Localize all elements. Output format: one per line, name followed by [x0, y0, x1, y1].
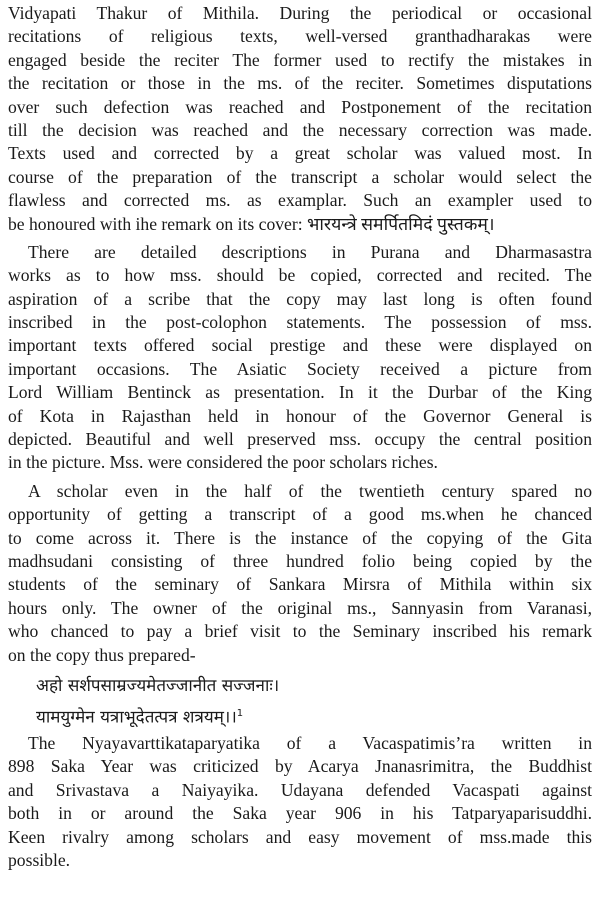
text-line: Vidyapati Thakur of Mithila. During the periodical or occasional [8, 3, 592, 23]
text-line: A scholar even in the half of the twentieth century spared no [28, 480, 592, 501]
text-line: who chanced to pay a brief visit to the Seminary inscribed his remark [8, 621, 592, 642]
text-line: possible. [8, 849, 71, 870]
text-line: recitations of religious texts, well-versed granthadharakas were [8, 26, 592, 47]
text-line: be honoured with ihe remark on its cover: भारयन्त्रे समर्पितमिदं पुस्तकम्। [8, 213, 495, 234]
footnote-reference: 1 [236, 707, 244, 719]
text-line: 898 Saka Year was criticized by Acarya Jnanasrimitra, the Buddhist [8, 756, 592, 777]
text-line: inscribed in the post-colophon statements. The possession of mss. [8, 312, 592, 333]
paragraph [8, 480, 592, 667]
text-line: students of the seminary of Sankara Mirsra of Mithila within six [8, 574, 592, 595]
text-line: madhsudani consisting of three hundred folio being copied by the [8, 550, 592, 571]
text-line: course of the preparation of the transcript a scholar would select the [8, 166, 592, 187]
text-line: aspiration of a scribe that the copy may last long is often found [8, 288, 592, 309]
paragraph [8, 732, 592, 872]
text-line: works as to how mss. should be copied, corrected and recited. The [8, 265, 592, 286]
text-line: The Nyayavarttikataparyatika of a Vacaspatimis’ra written in [28, 732, 592, 753]
document-page [8, 2, 592, 877]
text-line: flawless and corrected ms. as examplar. Such an exampler used to [8, 190, 592, 211]
text-line: over such defection was reached and Postponement of the recitation [8, 96, 592, 117]
text-line: Texts used and corrected by a great scholar was valued most. In [8, 143, 592, 164]
paragraph [8, 241, 592, 475]
verse-line-text: यामयुग्मेन यत्राभूदेतत्पत्र शत्रयम्।। [36, 707, 237, 728]
text-line: of Kota in Rajasthan held in honour of the Governor General is [8, 405, 592, 426]
text-line: There are detailed descriptions in Purana and Dharmasastra [28, 241, 592, 262]
text-line: Lord William Bentinck as presentation. In it the Durbar of the King [8, 382, 592, 403]
text-line: depicted. Beautiful and well preserved mss. occupy the central position [8, 429, 592, 450]
text-line: till the decision was reached and the necessary correction was made. [8, 119, 592, 140]
sanskrit-verse [8, 672, 592, 728]
text-line: and Srivastava a Naiyayika. Udayana defended Vacaspati against [8, 779, 592, 800]
paragraph [8, 2, 592, 236]
text-line: on the copy thus prepared- [8, 644, 196, 665]
text-line: important occasions. The Asiatic Society received a picture from [8, 358, 592, 379]
text-line: both in or around the Saka year 906 in his Tatparyaparisuddhi. [8, 803, 592, 824]
text-line: in the picture. Mss. were considered the poor scholars riches. [8, 452, 438, 473]
verse-line [8, 700, 592, 728]
text-line: Keen rivalry among scholars and easy movement of mss.made this [8, 826, 592, 847]
verse-line: अहो सर्शपसाम्रज्यमेतज्जानीत सज्जनाः। [36, 675, 280, 696]
text-line: hours only. The owner of the original ms., Sannyasin from Varanasi, [8, 597, 592, 618]
text-line: to come across it. There is the instance of the copying of the Gita [8, 527, 592, 548]
text-line: engaged beside the reciter The former used to rectify the mistakes in [8, 49, 592, 70]
text-line: important texts offered social prestige and these were displayed on [8, 335, 592, 356]
text-line: opportunity of getting a transcript of a good ms.when he chanced [8, 504, 592, 525]
text-line: the recitation or those in the ms. of the reciter. Sometimes disputations [8, 73, 592, 94]
